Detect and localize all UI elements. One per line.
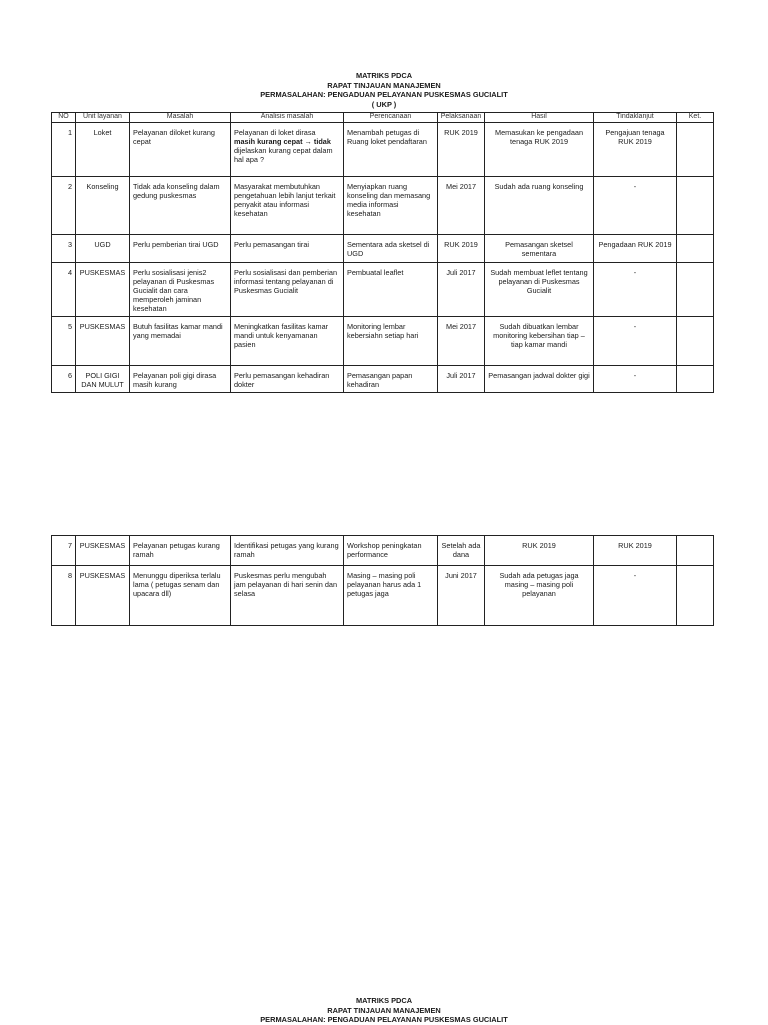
analisis-text-c: dijelaskan kurang cepat dalam hal apa ? (234, 145, 333, 164)
cell-ket (677, 235, 714, 263)
cell-ket (677, 177, 714, 235)
cell-tindaklanjut: - (594, 263, 677, 317)
document-title-block (0, 71, 768, 109)
cell-perencanaan: Menyiapkan ruang konseling dan memasang media informasi kesehatan (344, 177, 438, 235)
col-header-tindaklanjut: Tindaklanjut (594, 113, 677, 123)
document-title-block-next-page (0, 996, 768, 1025)
cell-pelaksanaan: RUK 2019 (438, 123, 485, 177)
cell-hasil: RUK 2019 (485, 536, 594, 566)
cell-pelaksanaan: RUK 2019 (438, 235, 485, 263)
cell-hasil: Pemasangan jadwal dokter gigi (485, 366, 594, 393)
cell-analisis: Perlu pemasangan tirai (231, 235, 344, 263)
table-row (52, 566, 714, 626)
cell-hasil: Sudah ada ruang konseling (485, 177, 594, 235)
cell-perencanaan: Sementara ada sketsel di UGD (344, 235, 438, 263)
title-line-rapat: RAPAT TINJAUAN MANAJEMEN (327, 80, 441, 90)
cell-no: 3 (52, 235, 76, 263)
cell-hasil: Pemasangan sketsel sementara (485, 235, 594, 263)
cell-tindaklanjut: Pengajuan tenaga RUK 2019 (594, 123, 677, 177)
cell-masalah: Pelayanan petugas kurang ramah (130, 536, 231, 566)
title-line-ukp: ( UKP ) (371, 99, 397, 109)
table-row (52, 317, 714, 366)
title-line-matriks: MATRIKS PDCA (355, 71, 413, 80)
cell-perencanaan: Menambah petugas di Ruang loket pendaftaran (344, 123, 438, 177)
cell-masalah: Perlu sosialisasi jenis2 pelayanan di Puskesmas Gucialit dan cara memperoleh jaminan kesehatan (130, 263, 231, 317)
col-header-no: NO (52, 113, 76, 123)
cell-unit: UGD (76, 235, 130, 263)
cell-no: 8 (52, 566, 76, 626)
col-header-masalah: Masalah (130, 113, 231, 123)
cell-perencanaan: Pembuatal leaflet (344, 263, 438, 317)
col-header-analisis: Analisis masalah (231, 113, 344, 123)
cell-no: 2 (52, 177, 76, 235)
pdca-matrix-table-continued (51, 535, 714, 626)
cell-ket (677, 263, 714, 317)
cell-tindaklanjut: Pengadaan RUK 2019 (594, 235, 677, 263)
title-line-rapat: RAPAT TINJAUAN MANAJEMEN (327, 1005, 441, 1015)
cell-no: 1 (52, 123, 76, 177)
cell-pelaksanaan: Setelah ada dana (438, 536, 485, 566)
cell-unit: Loket (76, 123, 130, 177)
cell-pelaksanaan: Juli 2017 (438, 263, 485, 317)
cell-unit: PUSKESMAS (76, 317, 130, 366)
cell-analisis (231, 123, 344, 177)
cell-tindaklanjut: - (594, 177, 677, 235)
cell-masalah: Perlu pemberian tirai UGD (130, 235, 231, 263)
cell-perencanaan: Pemasangan papan kehadiran (344, 366, 438, 393)
col-header-unit: Unit layanan (76, 113, 130, 123)
title-line-matriks: MATRIKS PDCA (355, 996, 413, 1005)
cell-ket (677, 317, 714, 366)
cell-unit: PUSKESMAS (76, 566, 130, 626)
cell-unit: POLI GIGI DAN MULUT (76, 366, 130, 393)
cell-ket (677, 566, 714, 626)
cell-no: 7 (52, 536, 76, 566)
cell-hasil: Sudah membuat leflet tentang pelayanan di Puskesmas Gucialit (485, 263, 594, 317)
cell-analisis: Meningkatkan fasilitas kamar mandi untuk kenyamanan pasien (231, 317, 344, 366)
analisis-text-a: Pelayanan di loket dirasa (234, 128, 316, 137)
cell-tindaklanjut: - (594, 317, 677, 366)
cell-no: 4 (52, 263, 76, 317)
cell-masalah: Menunggu diperiksa terlalu lama ( petugas senam dan upacara dll) (130, 566, 231, 626)
cell-analisis: Identifikasi petugas yang kurang ramah (231, 536, 344, 566)
title-line-permasalahan: PERMASALAHAN: PENGADUAN PELAYANAN PUSKESMAS GUCIALIT (260, 1015, 508, 1025)
table-header-row (52, 113, 714, 123)
col-header-ket: Ket. (677, 113, 714, 123)
col-header-hasil: Hasil (485, 113, 594, 123)
cell-tindaklanjut: - (594, 366, 677, 393)
cell-pelaksanaan: Juli 2017 (438, 366, 485, 393)
table-row (52, 123, 714, 177)
cell-perencanaan: Masing – masing poli pelayanan harus ada 1 petugas jaga (344, 566, 438, 626)
cell-analisis: Perlu pemasangan kehadiran dokter (231, 366, 344, 393)
cell-ket (677, 366, 714, 393)
table-row (52, 366, 714, 393)
analisis-text-b: masih kurang cepat → tidak (234, 136, 331, 146)
cell-analisis: Masyarakat membutuhkan pengetahuan lebih lanjut terkait penyakit atau informasi kesehatan (231, 177, 344, 235)
cell-tindaklanjut: - (594, 566, 677, 626)
cell-unit: PUSKESMAS (76, 263, 130, 317)
cell-masalah: Pelayanan poli gigi dirasa masih kurang (130, 366, 231, 393)
table-row (52, 177, 714, 235)
cell-masalah: Butuh fasilitas kamar mandi yang memadai (130, 317, 231, 366)
cell-masalah: Tidak ada konseling dalam gedung puskesmas (130, 177, 231, 235)
cell-perencanaan: Workshop peningkatan performance (344, 536, 438, 566)
cell-analisis: Perlu sosialisasi dan pemberian informasi tentang pelayanan di Puskesmas Gucialit (231, 263, 344, 317)
cell-ket (677, 536, 714, 566)
cell-hasil: Sudah ada petugas jaga masing – masing poli pelayanan (485, 566, 594, 626)
table-row (52, 235, 714, 263)
cell-analisis: Puskesmas perlu mengubah jam pelayanan di hari senin dan selasa (231, 566, 344, 626)
col-header-perencanaan: Perencanaan (344, 113, 438, 123)
cell-perencanaan: Monitoring lembar kebersiahn setiap hari (344, 317, 438, 366)
cell-no: 5 (52, 317, 76, 366)
cell-masalah: Pelayanan diloket kurang cepat (130, 123, 231, 177)
cell-hasil: Memasukan ke pengadaan tenaga RUK 2019 (485, 123, 594, 177)
cell-ket (677, 123, 714, 177)
table-row (52, 536, 714, 566)
title-line-permasalahan: PERMASALAHAN: PENGADUAN PELAYANAN PUSKESMAS GUCIALIT (260, 90, 508, 100)
cell-hasil: Sudah dibuatkan lembar monitoring kebersihan tiap – tiap kamar mandi (485, 317, 594, 366)
cell-pelaksanaan: Juni 2017 (438, 566, 485, 626)
col-header-pelaksanaan: Pelaksanaan (438, 113, 485, 123)
cell-no: 6 (52, 366, 76, 393)
cell-pelaksanaan: Mei 2017 (438, 177, 485, 235)
table-row (52, 263, 714, 317)
cell-pelaksanaan: Mei 2017 (438, 317, 485, 366)
pdca-matrix-table (51, 112, 714, 393)
cell-unit: Konseling (76, 177, 130, 235)
cell-tindaklanjut: RUK 2019 (594, 536, 677, 566)
cell-unit: PUSKESMAS (76, 536, 130, 566)
